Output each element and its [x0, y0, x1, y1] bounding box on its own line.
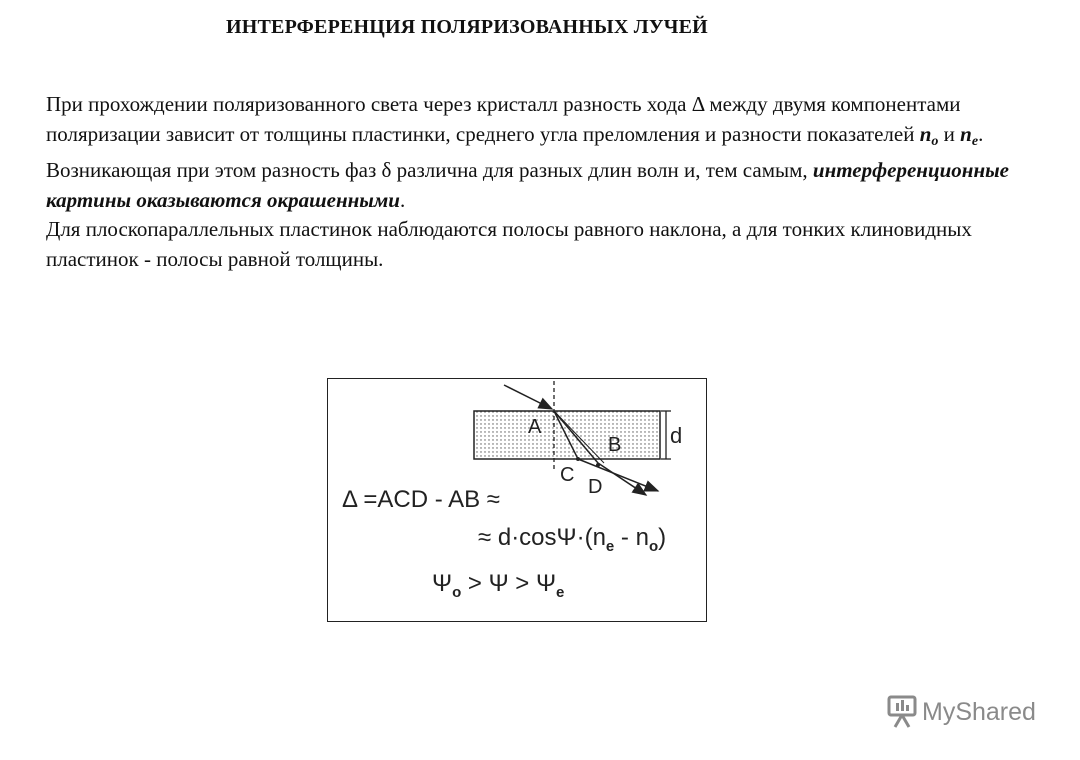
label-a: A [528, 416, 542, 438]
incident-ray [504, 385, 552, 409]
emphasis-text: интерференционные картины оказываются окрашенными [46, 158, 1010, 212]
paragraph-1: При прохождении поляризованного света через кристалл разность хода Δ между двумя компонентами поляризации зависит от толщины пластинки, среднего угла преломления и разности показателей $n_o$ и $n_e$. [46, 92, 984, 149]
watermark-text: MyShared [922, 698, 1036, 726]
formula-approx: ≈ $d\cdot\cos\Psi\cdot(n_e - n_o)$ [478, 524, 667, 555]
emergent-ray-2 [598, 463, 646, 495]
label-b: B [608, 434, 622, 456]
point-d [596, 463, 600, 467]
point-c [576, 457, 580, 461]
page-title: ИНТЕРФЕРЕНЦИЯ ПОЛЯРИЗОВАННЫХ ЛУЧЕЙ [226, 16, 708, 38]
diagram [328, 379, 706, 621]
formula-delta: Δ =ACD - AB ≈ [342, 486, 500, 513]
body-text [46, 90, 1036, 274]
figure-frame [327, 378, 707, 622]
formula-angles: $\Psi_o > \Psi > \Psi_e$ [432, 570, 565, 601]
label-c: C [560, 464, 575, 486]
presentation-icon [886, 693, 918, 729]
crystal-plate [474, 411, 660, 459]
paragraph-2: Возникающая при этом разность фаз δ различна для разных длин волн и, тем самым, интерференционные картины оказываются окрашенными. [46, 158, 1010, 212]
myshared-logo [886, 693, 1036, 733]
label-d-point: D [588, 476, 603, 498]
paragraph-3: Для плоскопараллельных пластинок наблюдаются полосы равного наклона, а для тонких клиновидных пластинок - полосы равной толщины. [46, 217, 972, 271]
label-d: d [670, 423, 683, 448]
